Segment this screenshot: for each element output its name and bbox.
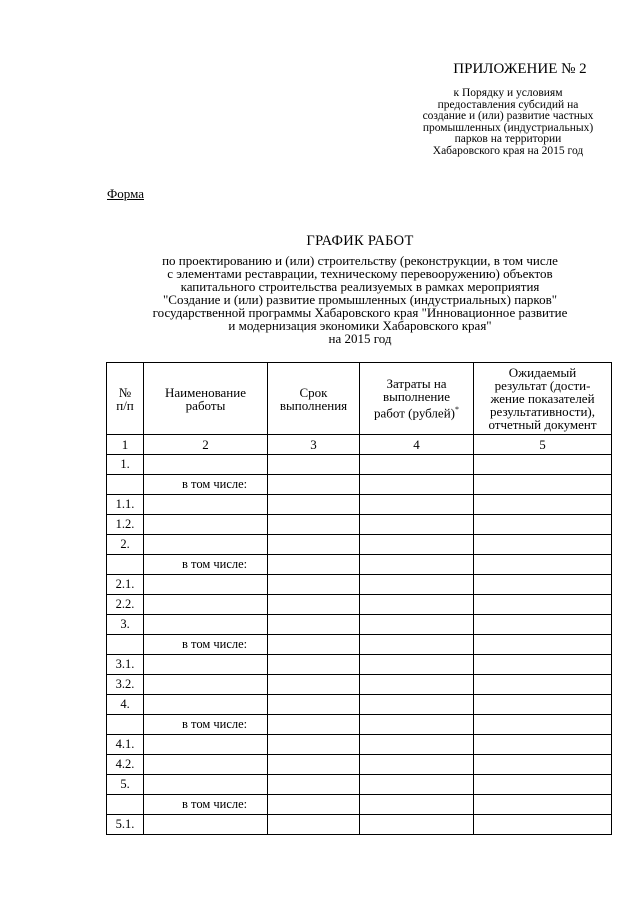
row-deadline-cell[interactable]: [268, 795, 360, 815]
row-costs-cell[interactable]: [360, 475, 474, 495]
row-result-cell[interactable]: [474, 655, 612, 675]
header-deadline: [268, 363, 360, 435]
row-deadline-cell[interactable]: [268, 755, 360, 775]
appendix-lines: [376, 88, 640, 157]
document-title: ГРАФИК РАБОТ: [306, 233, 414, 249]
row-number-cell: 1.2.: [107, 515, 144, 535]
row-name-cell[interactable]: [144, 655, 268, 675]
row-deadline-cell[interactable]: [268, 815, 360, 835]
appendix-line: Хабаровского края на 2015 год: [432, 144, 584, 157]
column-number: 4: [360, 435, 474, 455]
row-result-cell[interactable]: [474, 575, 612, 595]
row-result-cell[interactable]: [474, 715, 612, 735]
row-name-cell[interactable]: [144, 575, 268, 595]
row-result-cell[interactable]: [474, 515, 612, 535]
row-deadline-cell[interactable]: [268, 455, 360, 475]
row-name-cell[interactable]: в том числе:: [144, 635, 268, 655]
table-row: [107, 635, 612, 655]
table-row: [107, 715, 612, 735]
row-name-cell[interactable]: [144, 815, 268, 835]
header-line: Наименование: [165, 384, 246, 400]
subtitle-line: государственной программы Хабаровского края "Инновационное развитие: [152, 305, 568, 320]
row-deadline-cell[interactable]: [268, 495, 360, 515]
row-result-cell[interactable]: [474, 495, 612, 515]
row-costs-cell[interactable]: [360, 575, 474, 595]
row-result-cell[interactable]: [474, 455, 612, 475]
row-name-cell[interactable]: [144, 455, 268, 475]
row-name-cell[interactable]: [144, 695, 268, 715]
header-number: [107, 363, 144, 435]
row-result-cell[interactable]: [474, 695, 612, 715]
row-deadline-cell[interactable]: [268, 635, 360, 655]
row-result-cell[interactable]: [474, 555, 612, 575]
table-row: [107, 735, 612, 755]
header-work-name: [144, 363, 268, 435]
table-row: [107, 595, 612, 615]
header-line: п/п: [116, 397, 134, 413]
table-row: [107, 695, 612, 715]
table-row: [107, 515, 612, 535]
form-label: Форма: [107, 186, 144, 201]
row-number-cell: 4.2.: [107, 755, 144, 775]
column-number: 5: [474, 435, 612, 455]
row-costs-cell[interactable]: [360, 535, 474, 555]
table-row: [107, 655, 612, 675]
row-number-cell: 5.1.: [107, 815, 144, 835]
row-costs-cell[interactable]: [360, 735, 474, 755]
table-row: [107, 775, 612, 795]
table-row: [107, 575, 612, 595]
footnote-mark: *: [454, 405, 459, 415]
row-result-cell[interactable]: [474, 635, 612, 655]
row-number-cell: 3.1.: [107, 655, 144, 675]
row-result-cell[interactable]: [474, 595, 612, 615]
column-number: 3: [268, 435, 360, 455]
row-costs-cell[interactable]: [360, 515, 474, 535]
row-costs-cell[interactable]: [360, 755, 474, 775]
row-deadline-cell[interactable]: [268, 535, 360, 555]
row-result-cell[interactable]: [474, 475, 612, 495]
subtitle-line: "Создание и (или) развитие промышленных (индустриальных) парков": [162, 292, 558, 307]
row-costs-cell[interactable]: [360, 795, 474, 815]
row-number-cell: 4.1.: [107, 735, 144, 755]
row-costs-cell[interactable]: [360, 455, 474, 475]
row-deadline-cell[interactable]: [268, 695, 360, 715]
column-number: 2: [144, 435, 268, 455]
row-number-cell: 1.1.: [107, 495, 144, 515]
subtitle-line: на 2015 год: [328, 331, 392, 346]
row-number-cell: [107, 715, 144, 735]
row-number-cell: [107, 635, 144, 655]
row-result-cell[interactable]: [474, 755, 612, 775]
row-name-cell[interactable]: [144, 775, 268, 795]
table-row: [107, 795, 612, 815]
appendix-line: промышленных (индустриальных): [422, 121, 594, 134]
row-number-cell: 2.: [107, 535, 144, 555]
row-result-cell[interactable]: [474, 795, 612, 815]
row-deadline-cell[interactable]: [268, 555, 360, 575]
works-table: [106, 362, 612, 835]
subtitle-line: с элементами реставрации, техническому перевооружению) объектов: [167, 266, 553, 281]
subtitle-line: капитального строительства реализуемых в рамках мероприятия: [180, 279, 540, 294]
row-costs-cell[interactable]: [360, 595, 474, 615]
row-costs-cell[interactable]: [360, 635, 474, 655]
row-name-cell[interactable]: [144, 615, 268, 635]
row-number-cell: 2.1.: [107, 575, 144, 595]
appendix-line: предоставления субсидий на: [437, 98, 579, 111]
row-result-cell[interactable]: [474, 535, 612, 555]
row-deadline-cell[interactable]: [268, 475, 360, 495]
header-line: Затраты на: [386, 376, 447, 392]
table-row: [107, 535, 612, 555]
row-number-cell: 2.2.: [107, 595, 144, 615]
row-costs-cell[interactable]: [360, 675, 474, 695]
row-name-cell[interactable]: в том числе:: [144, 475, 268, 495]
row-name-cell[interactable]: в том числе:: [144, 715, 268, 735]
row-number-cell: 5.: [107, 775, 144, 795]
appendix-line: парков на территории: [454, 133, 562, 145]
header-line: выполнения: [279, 397, 348, 413]
row-name-cell[interactable]: [144, 755, 268, 775]
row-deadline-cell[interactable]: [268, 715, 360, 735]
column-number: 1: [107, 435, 144, 455]
table-row: [107, 615, 612, 635]
header-line: жение показателей: [490, 391, 595, 406]
row-name-cell[interactable]: [144, 675, 268, 695]
row-costs-cell[interactable]: [360, 655, 474, 675]
column-numbers-row: [107, 435, 612, 455]
row-result-cell[interactable]: [474, 735, 612, 755]
row-costs-cell[interactable]: [360, 615, 474, 635]
table-row: [107, 675, 612, 695]
header-line-text: работ (рублей): [374, 405, 455, 421]
row-number-cell: 1.: [107, 455, 144, 475]
subtitle-line: и модернизация экономики Хабаровского края": [228, 318, 492, 333]
header-costs: [360, 363, 474, 435]
row-number-cell: [107, 475, 144, 495]
appendix-title: ПРИЛОЖЕНИЕ № 2: [453, 61, 587, 77]
appendix-line: создание и (или) развитие частных: [422, 110, 594, 122]
row-costs-cell[interactable]: [360, 695, 474, 715]
header-line: отчетный документ: [488, 417, 597, 432]
row-costs-cell[interactable]: [360, 815, 474, 835]
row-deadline-cell[interactable]: [268, 675, 360, 695]
row-name-cell[interactable]: [144, 515, 268, 535]
row-costs-cell[interactable]: [360, 715, 474, 735]
appendix-line: к Порядку и условиям: [453, 87, 563, 99]
table-row: [107, 755, 612, 775]
row-number-cell: [107, 555, 144, 575]
row-name-cell[interactable]: [144, 735, 268, 755]
appendix-block: [376, 60, 640, 157]
table-row: [107, 455, 612, 475]
row-result-cell[interactable]: [474, 675, 612, 695]
row-deadline-cell[interactable]: [268, 775, 360, 795]
row-number-cell: 3.2.: [107, 675, 144, 695]
row-costs-cell[interactable]: [360, 775, 474, 795]
header-line: выполнение: [382, 389, 451, 405]
row-name-cell[interactable]: в том числе:: [144, 795, 268, 815]
header-line: Срок: [299, 384, 328, 400]
row-result-cell[interactable]: [474, 775, 612, 795]
row-result-cell[interactable]: [474, 815, 612, 835]
row-name-cell[interactable]: [144, 595, 268, 615]
subtitle-line: по проектированию и (или) строительству (реконструкции, в том числе: [162, 253, 558, 268]
row-deadline-cell[interactable]: [268, 595, 360, 615]
row-name-cell[interactable]: [144, 495, 268, 515]
row-number-cell: 3.: [107, 615, 144, 635]
header-line: работы: [185, 397, 226, 413]
row-deadline-cell[interactable]: [268, 655, 360, 675]
header-line: №: [118, 384, 132, 400]
row-number-cell: [107, 795, 144, 815]
header-line: результат (дости-: [494, 378, 591, 393]
document-subtitle: [60, 254, 640, 345]
row-costs-cell[interactable]: [360, 495, 474, 515]
row-deadline-cell[interactable]: [268, 515, 360, 535]
header-line: Ожидаемый: [508, 365, 577, 380]
row-number-cell: 4.: [107, 695, 144, 715]
row-result-cell[interactable]: [474, 615, 612, 635]
row-deadline-cell[interactable]: [268, 615, 360, 635]
row-deadline-cell[interactable]: [268, 735, 360, 755]
table-row: [107, 815, 612, 835]
row-deadline-cell[interactable]: [268, 575, 360, 595]
header-line: результативности),: [490, 404, 595, 419]
header-line: [360, 403, 473, 419]
row-name-cell[interactable]: [144, 535, 268, 555]
header-expected-result: [474, 363, 612, 435]
row-costs-cell[interactable]: [360, 555, 474, 575]
table-row: [107, 495, 612, 515]
row-name-cell[interactable]: в том числе:: [144, 555, 268, 575]
table-row: [107, 475, 612, 495]
table-row: [107, 555, 612, 575]
